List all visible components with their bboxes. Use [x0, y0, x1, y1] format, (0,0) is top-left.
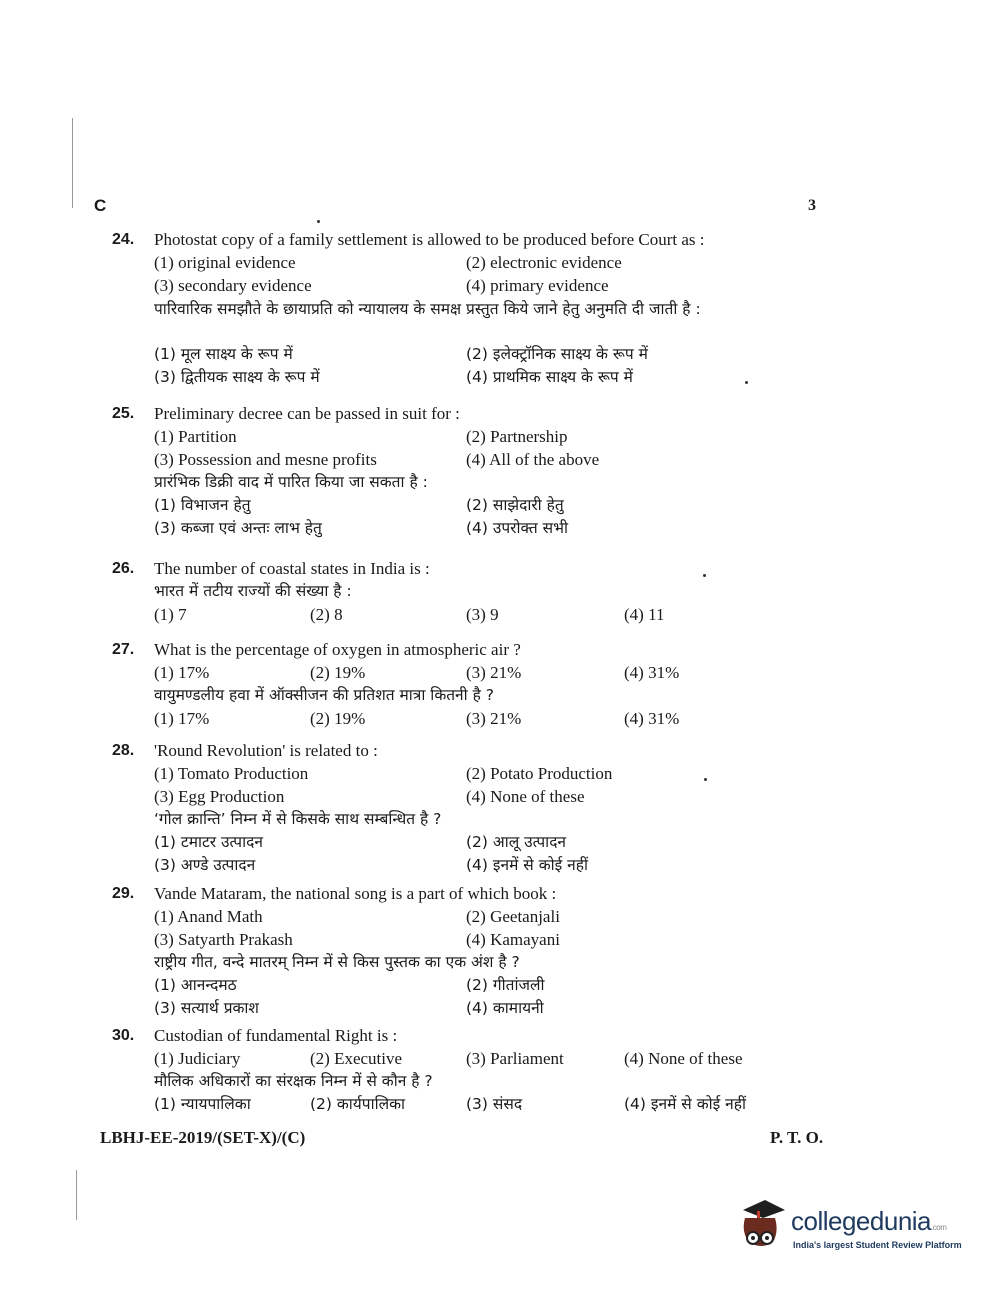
option-en: (2) Executive: [310, 1049, 403, 1068]
option: (2) 8: [310, 605, 343, 624]
option-en: (1) original evidence: [154, 253, 296, 272]
question-24: [112, 228, 842, 389]
option-en: (3) Possession and mesne profits: [154, 450, 377, 469]
paper-code: LBHJ-EE-2019/(SET-X)/(C): [100, 1128, 306, 1147]
option-en: (4) Kamayani: [466, 930, 560, 949]
option-en: (2) Geetanjali: [466, 907, 560, 926]
option-hi: (4) 31%: [624, 709, 680, 728]
option-hi: (1) मूल साक्ष्य के रूप में: [154, 345, 293, 363]
option-en: (1) Partition: [154, 427, 237, 446]
brand-name: [791, 1206, 946, 1237]
option-en: (2) electronic evidence: [466, 253, 622, 272]
question-text-en: 'Round Revolution' is related to :: [154, 741, 378, 760]
question-text-en: Photostat copy of a family settlement is allowed to be produced before Court as :: [154, 230, 705, 249]
option-en: (4) None of these: [466, 787, 585, 806]
option-hi: (3) सत्यार्थ प्रकाश: [154, 999, 259, 1017]
question-text-hi: प्रारंभिक डिक्री वाद में पारित किया जा सकता है :: [154, 473, 428, 491]
brand-tagline: India's largest Student Review Platform: [793, 1240, 962, 1250]
option-en: (3) secondary evidence: [154, 276, 312, 295]
option-hi: (1) आनन्दमठ: [154, 976, 237, 994]
option: (1) 7: [154, 605, 187, 624]
question-number: 25.: [112, 405, 135, 422]
option-en: (2) Potato Production: [466, 764, 613, 783]
option-en: (4) All of the above: [466, 450, 600, 469]
option-hi: (1) न्यायपालिका: [154, 1095, 251, 1113]
question-text-hi: भारत में तटीय राज्यों की संख्या है :: [154, 582, 352, 600]
option-hi: (3) द्वितीयक साक्ष्य के रूप में: [154, 368, 320, 386]
option-en: (2) Partnership: [466, 427, 568, 446]
option-hi: (2) कार्यपालिका: [310, 1095, 406, 1113]
option-hi: (2) गीतांजली: [466, 976, 545, 994]
question-text-en: The number of coastal states in India is :: [154, 559, 430, 578]
option: (3) 9: [466, 605, 499, 624]
option-hi: (4) उपरोक्त सभी: [466, 519, 568, 537]
option-en: (4) None of these: [624, 1049, 743, 1068]
option-en: (3) Satyarth Prakash: [154, 930, 293, 949]
question-number: 28.: [112, 742, 135, 759]
collegedunia-logo: [735, 1196, 965, 1260]
question-number: 29.: [112, 885, 135, 902]
scan-speck: [317, 220, 320, 223]
brand-suffix: .com: [931, 1223, 947, 1232]
question-text-en: Vande Mataram, the national song is a part of which book :: [154, 884, 557, 903]
option-hi: (2) इलेक्ट्रॉनिक साक्ष्य के रूप में: [466, 345, 648, 363]
option-hi: (4) कामायनी: [466, 999, 544, 1017]
option-en: (1) 17%: [154, 663, 210, 682]
mascot-icon: [735, 1198, 787, 1254]
question-25: [112, 402, 842, 540]
scan-margin-line: [72, 118, 73, 208]
question-number: 26.: [112, 560, 135, 577]
question-text-hi: पारिवारिक समझौते के छायाप्रति को न्यायालय के समक्ष प्रस्तुत किये जाने हेतु अनुमति दी जाती है :: [154, 300, 701, 318]
option-hi: (4) प्राथमिक साक्ष्य के रूप में: [466, 368, 633, 386]
option-en: (4) 31%: [624, 663, 680, 682]
option-hi: (3) 21%: [466, 709, 522, 728]
option-hi: (4) इनमें से कोई नहीं: [466, 856, 589, 874]
question-number: 30.: [112, 1027, 135, 1044]
question-number: 24.: [112, 231, 135, 248]
page-turn-over: P. T. O.: [770, 1128, 824, 1147]
option-en: (2) 19%: [310, 663, 366, 682]
option-hi: (3) अण्डे उत्पादन: [154, 856, 256, 874]
option-hi: (2) 19%: [310, 709, 366, 728]
question-29: [112, 882, 842, 1020]
question-number: 27.: [112, 641, 135, 658]
brand-text: collegedunia: [791, 1206, 932, 1236]
option-hi: (3) संसद: [466, 1095, 523, 1113]
series-code: C: [94, 196, 107, 215]
question-28: [112, 739, 842, 877]
option-en: (1) Judiciary: [154, 1049, 241, 1068]
question-text-en: What is the percentage of oxygen in atmospheric air ?: [154, 640, 521, 659]
question-30: [112, 1024, 842, 1116]
page-number: 3: [808, 197, 816, 214]
option-en: (4) primary evidence: [466, 276, 609, 295]
option-hi: (2) साझेदारी हेतु: [466, 496, 564, 514]
option-en: (1) Anand Math: [154, 907, 263, 926]
question-text-hi: वायुमण्डलीय हवा में ऑक्सीजन की प्रतिशत मात्रा कितनी है ?: [154, 686, 494, 704]
option-en: (3) Parliament: [466, 1049, 564, 1068]
option-hi: (1) टमाटर उत्पादन: [154, 833, 263, 851]
option: (4) 11: [624, 605, 665, 624]
option-hi: (2) आलू उत्पादन: [466, 833, 567, 851]
option-en: (1) Tomato Production: [154, 764, 309, 783]
question-text-hi: राष्ट्रीय गीत, वन्दे मातरम् निम्न में से किस पुस्तक का एक अंश है ?: [154, 953, 520, 971]
question-27: [112, 638, 842, 730]
scan-margin-line: [76, 1170, 77, 1220]
question-26: [112, 557, 842, 626]
option-hi: (4) इनमें से कोई नहीं: [624, 1095, 747, 1113]
question-text-hi: ‘गोल क्रान्ति’ निम्न में से किसके साथ सम्बन्धित है ?: [154, 810, 442, 828]
option-hi: (3) कब्जा एवं अन्तः लाभ हेतु: [154, 519, 322, 537]
option-en: (3) 21%: [466, 663, 522, 682]
option-hi: (1) 17%: [154, 709, 210, 728]
question-text-hi: मौलिक अधिकारों का संरक्षक निम्न में से कौन है ?: [154, 1072, 433, 1090]
option-en: (3) Egg Production: [154, 787, 285, 806]
question-text-en: Preliminary decree can be passed in suit for :: [154, 404, 460, 423]
question-text-en: Custodian of fundamental Right is :: [154, 1026, 398, 1045]
option-hi: (1) विभाजन हेतु: [154, 496, 251, 514]
